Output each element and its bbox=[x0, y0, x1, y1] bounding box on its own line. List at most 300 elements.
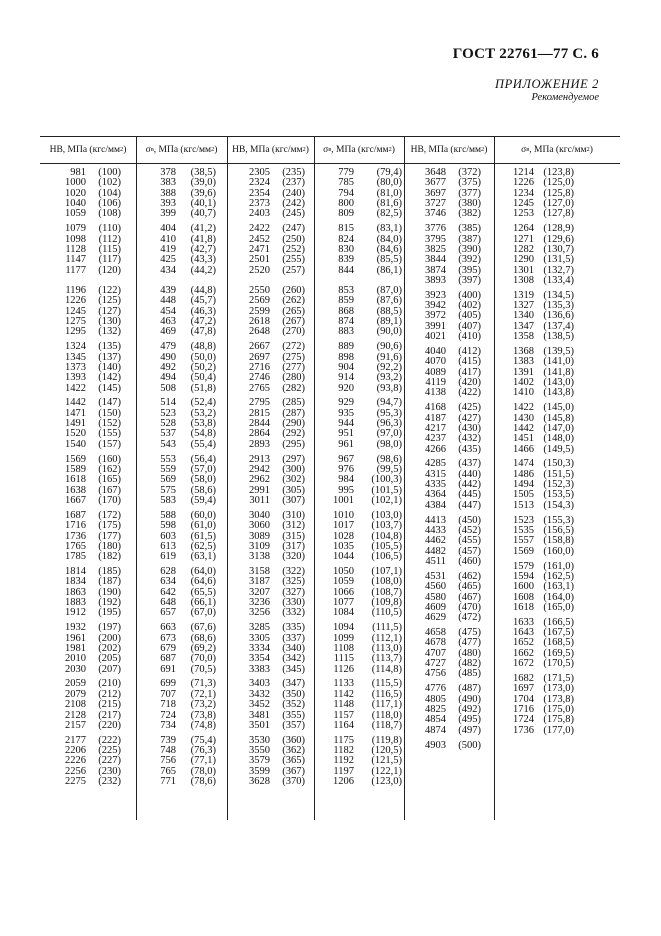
value-cell: 3109 bbox=[249, 540, 270, 552]
value-cell: 2569 bbox=[249, 295, 270, 307]
paren-value-cell: (84,0) bbox=[376, 233, 402, 245]
paren-value-cell: (417) bbox=[458, 366, 481, 378]
table-row bbox=[508, 388, 574, 398]
paren-value-cell: (477) bbox=[458, 637, 481, 649]
paren-value-cell: (112) bbox=[98, 233, 121, 245]
value-cell: 598 bbox=[160, 520, 176, 532]
paren-value-cell: (297) bbox=[282, 453, 305, 465]
value-cell: 815 bbox=[338, 223, 354, 235]
table-row bbox=[244, 777, 305, 787]
paren-value-cell: (60,0) bbox=[190, 509, 216, 521]
table-row bbox=[326, 440, 402, 450]
paren-value-cell: (180) bbox=[98, 540, 121, 552]
header-sigma: σ в , МПа (кгс/мм 2 ) bbox=[323, 144, 395, 155]
table-row bbox=[156, 777, 216, 787]
value-cell: 1667 bbox=[65, 494, 86, 506]
paren-value-cell: (70,5) bbox=[190, 663, 216, 675]
value-cell: 648 bbox=[160, 597, 176, 609]
table-row bbox=[244, 373, 305, 383]
value-cell: 1245 bbox=[65, 305, 86, 317]
paren-value-cell: (87,0) bbox=[376, 284, 402, 296]
value-cell: 1264 bbox=[513, 223, 534, 235]
table-column bbox=[60, 168, 121, 787]
value-cell: 1410 bbox=[513, 387, 534, 399]
paren-value-cell: (190) bbox=[98, 586, 121, 598]
table-row bbox=[156, 665, 216, 675]
paren-value-cell: (145,8) bbox=[543, 412, 574, 424]
value-cell: 1402 bbox=[513, 377, 534, 389]
value-cell: 1697 bbox=[513, 683, 534, 695]
value-cell: 3452 bbox=[249, 699, 270, 711]
value-cell: 1513 bbox=[513, 499, 534, 511]
value-cell: 4433 bbox=[425, 525, 446, 536]
paren-value-cell: (172) bbox=[98, 509, 121, 521]
paren-value-cell: (102,1) bbox=[371, 494, 402, 506]
paren-value-cell: (365) bbox=[282, 755, 305, 767]
table-row bbox=[326, 521, 402, 531]
value-cell: 3727 bbox=[425, 198, 446, 210]
paren-value-cell: (275) bbox=[282, 351, 305, 363]
value-cell: 4629 bbox=[425, 612, 446, 624]
table-row bbox=[60, 209, 121, 219]
value-cell: 4285 bbox=[425, 458, 446, 470]
paren-value-cell: (121,5) bbox=[371, 755, 402, 767]
value-cell: 2746 bbox=[249, 372, 270, 384]
value-cell: 4511 bbox=[425, 556, 446, 568]
paren-value-cell: (160) bbox=[98, 453, 121, 465]
paren-value-cell: (81,6) bbox=[376, 198, 402, 210]
value-cell: 1736 bbox=[513, 724, 534, 736]
paren-value-cell: (75,4) bbox=[190, 734, 216, 746]
paren-value-cell: (147,0) bbox=[543, 422, 574, 434]
value-cell: 1157 bbox=[333, 709, 354, 721]
table-row bbox=[508, 547, 574, 557]
value-cell: 383 bbox=[160, 177, 176, 189]
paren-value-cell: (407) bbox=[458, 320, 481, 332]
value-cell: 410 bbox=[160, 233, 176, 245]
value-cell: 1164 bbox=[333, 719, 354, 731]
paren-value-cell: (305) bbox=[282, 484, 305, 496]
value-cell: 528 bbox=[160, 418, 176, 430]
table-row bbox=[326, 209, 402, 219]
value-cell: 4364 bbox=[425, 489, 446, 501]
paren-value-cell: (99,5) bbox=[376, 463, 402, 475]
value-cell: 1020 bbox=[65, 187, 86, 199]
paren-value-cell: (67,0) bbox=[190, 607, 216, 619]
value-cell: 479 bbox=[160, 341, 176, 353]
value-cell: 3599 bbox=[249, 765, 270, 777]
value-cell: 1474 bbox=[513, 458, 534, 470]
paren-value-cell: (205) bbox=[98, 653, 121, 665]
value-cell: 3236 bbox=[249, 597, 270, 609]
paren-value-cell: (320) bbox=[282, 551, 305, 563]
value-cell: 388 bbox=[160, 187, 176, 199]
table-row bbox=[156, 224, 216, 234]
value-cell: 1282 bbox=[513, 243, 534, 255]
paren-value-cell: (355) bbox=[282, 709, 305, 721]
value-cell: 4580 bbox=[425, 591, 446, 603]
paren-value-cell: (162,5) bbox=[543, 570, 574, 582]
paren-value-cell: (116,5) bbox=[371, 688, 402, 700]
value-cell: 1001 bbox=[333, 494, 354, 506]
table-row bbox=[420, 669, 481, 679]
value-cell: 3972 bbox=[425, 310, 446, 322]
value-cell: 1486 bbox=[513, 468, 534, 480]
value-cell: 4482 bbox=[425, 545, 446, 557]
paren-value-cell: (139,5) bbox=[543, 346, 574, 357]
paren-value-cell: (390) bbox=[458, 243, 481, 255]
value-cell: 2157 bbox=[65, 719, 86, 731]
paren-value-cell: (90,6) bbox=[376, 341, 402, 353]
table-row bbox=[508, 403, 574, 413]
value-cell: 4727 bbox=[425, 658, 446, 670]
value-cell: 4138 bbox=[425, 387, 446, 399]
value-cell: 1147 bbox=[65, 254, 86, 266]
value-cell: 1108 bbox=[333, 642, 354, 654]
paren-value-cell: (475) bbox=[458, 627, 481, 639]
table-row bbox=[60, 700, 121, 710]
paren-value-cell: (113,7) bbox=[371, 653, 402, 665]
table-row bbox=[244, 496, 305, 506]
value-cell: 1383 bbox=[513, 356, 534, 368]
value-cell: 1682 bbox=[513, 672, 534, 684]
value-cell: 3530 bbox=[249, 734, 270, 746]
value-cell: 1785 bbox=[65, 551, 86, 563]
value-cell: 756 bbox=[160, 755, 176, 767]
value-cell: 1422 bbox=[65, 382, 86, 394]
paren-value-cell: (170,5) bbox=[543, 658, 574, 670]
paren-value-cell: (212) bbox=[98, 688, 121, 700]
value-cell: 4217 bbox=[425, 422, 446, 434]
table-column bbox=[420, 168, 481, 751]
value-cell: 3628 bbox=[249, 776, 270, 788]
paren-value-cell: (265) bbox=[282, 305, 305, 317]
table-row bbox=[60, 266, 121, 276]
column-divider bbox=[314, 136, 315, 820]
value-cell: 1000 bbox=[65, 177, 86, 189]
value-cell: 1324 bbox=[65, 341, 86, 353]
paren-value-cell: (165) bbox=[98, 474, 121, 486]
value-cell: 1505 bbox=[513, 489, 534, 501]
value-cell: 1672 bbox=[513, 658, 534, 670]
value-cell: 4462 bbox=[425, 535, 446, 547]
value-cell: 1345 bbox=[65, 351, 86, 363]
paren-value-cell: (47,2) bbox=[190, 315, 216, 327]
paren-value-cell: (156,5) bbox=[543, 525, 574, 536]
paren-value-cell: (41,2) bbox=[190, 223, 216, 235]
paren-value-cell: (78,6) bbox=[190, 776, 216, 788]
paren-value-cell: (225) bbox=[98, 745, 121, 757]
paren-value-cell: (170) bbox=[98, 494, 121, 506]
paren-value-cell: (112,1) bbox=[371, 632, 402, 644]
table-header-rule bbox=[40, 163, 620, 164]
paren-value-cell: (68,6) bbox=[190, 632, 216, 644]
table-row bbox=[420, 209, 481, 219]
value-cell: 1704 bbox=[513, 693, 534, 705]
value-cell: 1589 bbox=[65, 463, 86, 475]
table-row bbox=[60, 777, 121, 787]
appendix-title: ПРИЛОЖЕНИЕ 2 bbox=[494, 77, 599, 91]
value-cell: 1569 bbox=[65, 453, 86, 465]
value-cell: 4040 bbox=[425, 346, 446, 357]
paren-value-cell: (157) bbox=[98, 438, 121, 450]
value-cell: 3874 bbox=[425, 264, 446, 276]
paren-value-cell: (105,5) bbox=[371, 540, 402, 552]
table-row bbox=[420, 741, 481, 751]
value-cell: 3825 bbox=[425, 243, 446, 255]
table-row bbox=[420, 224, 481, 234]
table-column bbox=[156, 168, 216, 787]
paren-value-cell: (130) bbox=[98, 315, 121, 327]
paren-value-cell: (125,8) bbox=[543, 187, 574, 199]
value-cell: 2275 bbox=[65, 776, 86, 788]
paren-value-cell: (192) bbox=[98, 597, 121, 609]
paren-value-cell: (427) bbox=[458, 412, 481, 424]
value-cell: 1540 bbox=[65, 438, 86, 450]
table-row bbox=[156, 496, 216, 506]
value-cell: 765 bbox=[160, 765, 176, 777]
paren-value-cell: (247) bbox=[282, 223, 305, 235]
paren-value-cell: (119,8) bbox=[371, 734, 402, 746]
paren-value-cell: (127,8) bbox=[543, 208, 574, 220]
table-row bbox=[326, 496, 402, 506]
table-row bbox=[60, 342, 121, 352]
table-row bbox=[156, 342, 216, 352]
value-cell: 951 bbox=[338, 428, 354, 440]
paren-value-cell: (104,8) bbox=[371, 530, 402, 542]
table-row bbox=[508, 603, 574, 613]
paren-value-cell: (350) bbox=[282, 688, 305, 700]
paren-value-cell: (87,6) bbox=[376, 295, 402, 307]
paren-value-cell: (141,0) bbox=[543, 356, 574, 368]
value-cell: 1044 bbox=[333, 551, 354, 563]
value-cell: 492 bbox=[160, 361, 176, 373]
paren-value-cell: (227) bbox=[98, 755, 121, 767]
value-cell: 1059 bbox=[65, 208, 86, 220]
paren-value-cell: (440) bbox=[458, 468, 481, 480]
table-row bbox=[326, 266, 402, 276]
paren-value-cell: (173,0) bbox=[543, 683, 574, 695]
paren-value-cell: (122,1) bbox=[371, 765, 402, 777]
table-row bbox=[156, 700, 216, 710]
paren-value-cell: (108) bbox=[98, 208, 121, 220]
value-cell: 575 bbox=[160, 484, 176, 496]
value-cell: 687 bbox=[160, 653, 176, 665]
value-cell: 1079 bbox=[65, 223, 86, 235]
value-cell: 569 bbox=[160, 474, 176, 486]
value-cell: 4560 bbox=[425, 581, 446, 593]
table-row bbox=[156, 440, 216, 450]
table-row bbox=[156, 552, 216, 562]
table-row bbox=[326, 700, 402, 710]
value-cell: 1197 bbox=[333, 765, 354, 777]
value-cell: 588 bbox=[160, 509, 176, 521]
paren-value-cell: (177) bbox=[98, 530, 121, 542]
paren-value-cell: (175,8) bbox=[543, 714, 574, 726]
paren-value-cell: (168,5) bbox=[543, 637, 574, 649]
table-row bbox=[326, 384, 402, 394]
paren-value-cell: (103,7) bbox=[371, 520, 402, 532]
table-row bbox=[156, 209, 216, 219]
paren-value-cell: (73,2) bbox=[190, 699, 216, 711]
value-cell: 981 bbox=[70, 167, 86, 178]
paren-value-cell: (255) bbox=[282, 254, 305, 266]
paren-value-cell: (76,3) bbox=[190, 745, 216, 757]
value-cell: 4237 bbox=[425, 433, 446, 445]
paren-value-cell: (230) bbox=[98, 765, 121, 777]
value-cell: 1295 bbox=[65, 326, 86, 338]
paren-value-cell: (177,0) bbox=[543, 724, 574, 736]
paren-value-cell: (500) bbox=[458, 739, 481, 751]
table-row bbox=[420, 403, 481, 413]
paren-value-cell: (94,7) bbox=[376, 397, 402, 409]
paren-value-cell: (322) bbox=[282, 566, 305, 578]
table-row bbox=[326, 342, 402, 352]
value-cell: 1059 bbox=[333, 576, 354, 588]
paren-value-cell: (93,8) bbox=[376, 382, 402, 394]
paren-value-cell: (57,0) bbox=[190, 463, 216, 475]
paren-value-cell: (123,8) bbox=[543, 167, 574, 178]
paren-value-cell: (83,1) bbox=[376, 223, 402, 235]
value-cell: 1569 bbox=[513, 545, 534, 557]
paren-value-cell: (175) bbox=[98, 520, 121, 532]
value-cell: 2452 bbox=[249, 233, 270, 245]
value-cell: 1017 bbox=[333, 520, 354, 532]
value-cell: 3187 bbox=[249, 576, 270, 588]
value-cell: 904 bbox=[338, 361, 354, 373]
paren-value-cell: (210) bbox=[98, 678, 121, 690]
paren-value-cell: (64,6) bbox=[190, 576, 216, 588]
table-row bbox=[508, 582, 574, 592]
table-row bbox=[244, 608, 305, 618]
value-cell: 4707 bbox=[425, 647, 446, 659]
paren-value-cell: (332) bbox=[282, 607, 305, 619]
value-cell: 1192 bbox=[333, 755, 354, 767]
table-row bbox=[326, 224, 402, 234]
paren-value-cell: (162) bbox=[98, 463, 121, 475]
paren-value-cell: (295) bbox=[282, 438, 305, 450]
paren-value-cell: (141,8) bbox=[543, 366, 574, 378]
value-cell: 4187 bbox=[425, 412, 446, 424]
paren-value-cell: (415) bbox=[458, 356, 481, 368]
value-cell: 1523 bbox=[513, 514, 534, 526]
paren-value-cell: (51,8) bbox=[190, 382, 216, 394]
table-row bbox=[60, 327, 121, 337]
table-row bbox=[60, 521, 121, 531]
table-row bbox=[326, 721, 402, 731]
value-cell: 1491 bbox=[65, 418, 86, 430]
value-cell: 2550 bbox=[249, 284, 270, 296]
value-cell: 2010 bbox=[65, 653, 86, 665]
paren-value-cell: (61,0) bbox=[190, 520, 216, 532]
paren-value-cell: (122) bbox=[98, 284, 121, 296]
paren-value-cell: (39,0) bbox=[190, 177, 216, 189]
table-row bbox=[244, 721, 305, 731]
paren-value-cell: (445) bbox=[458, 489, 481, 501]
paren-value-cell: (78,0) bbox=[190, 765, 216, 777]
table-row bbox=[508, 209, 574, 219]
value-cell: 1040 bbox=[65, 198, 86, 210]
paren-value-cell: (118,0) bbox=[371, 709, 402, 721]
paren-value-cell: (100) bbox=[98, 167, 121, 178]
value-cell: 1206 bbox=[333, 776, 354, 788]
value-cell: 1271 bbox=[513, 233, 534, 245]
paren-value-cell: (97,0) bbox=[376, 428, 402, 440]
header-hb: НВ, МПа (кгс/мм 2 ) bbox=[49, 144, 127, 155]
paren-value-cell: (457) bbox=[458, 545, 481, 557]
value-cell: 1226 bbox=[513, 177, 534, 189]
table-row bbox=[244, 224, 305, 234]
paren-value-cell: (143,8) bbox=[543, 387, 574, 399]
paren-value-cell: (302) bbox=[282, 474, 305, 486]
value-cell: 3138 bbox=[249, 551, 270, 563]
paren-value-cell: (100,3) bbox=[371, 474, 402, 486]
paren-value-cell: (447) bbox=[458, 499, 481, 511]
value-cell: 4776 bbox=[425, 683, 446, 695]
value-cell: 1099 bbox=[333, 632, 354, 644]
paren-value-cell: (405) bbox=[458, 310, 481, 322]
value-cell: 3776 bbox=[425, 223, 446, 235]
value-cell: 3893 bbox=[425, 274, 446, 286]
value-cell: 4678 bbox=[425, 637, 446, 649]
paren-value-cell: (114,8) bbox=[371, 663, 402, 675]
value-cell: 2422 bbox=[249, 223, 270, 235]
value-cell: 1451 bbox=[513, 433, 534, 445]
value-cell: 642 bbox=[160, 586, 176, 598]
paren-value-cell: (161,0) bbox=[543, 560, 574, 572]
paren-value-cell: (485) bbox=[458, 668, 481, 680]
paren-value-cell: (460) bbox=[458, 556, 481, 568]
value-cell: 1716 bbox=[65, 520, 86, 532]
paren-value-cell: (152,3) bbox=[543, 479, 574, 491]
column-divider bbox=[404, 136, 405, 820]
paren-value-cell: (335) bbox=[282, 622, 305, 634]
value-cell: 1175 bbox=[333, 734, 354, 746]
value-cell: 779 bbox=[338, 167, 354, 178]
table-row bbox=[244, 327, 305, 337]
paren-value-cell: (42,7) bbox=[190, 243, 216, 255]
table-row bbox=[156, 521, 216, 531]
paren-value-cell: (207) bbox=[98, 663, 121, 675]
paren-value-cell: (148,0) bbox=[543, 433, 574, 445]
paren-value-cell: (237) bbox=[282, 177, 305, 189]
paren-value-cell: (165,0) bbox=[543, 601, 574, 613]
paren-value-cell: (53,2) bbox=[190, 407, 216, 419]
paren-value-cell: (50,0) bbox=[190, 351, 216, 363]
table-row bbox=[326, 608, 402, 618]
value-cell: 434 bbox=[160, 264, 176, 276]
value-cell: 3354 bbox=[249, 653, 270, 665]
value-cell: 613 bbox=[160, 540, 176, 552]
table-row bbox=[60, 440, 121, 450]
value-cell: 4874 bbox=[425, 724, 446, 736]
table-row bbox=[156, 608, 216, 618]
paren-value-cell: (412) bbox=[458, 346, 481, 357]
table-row bbox=[420, 445, 481, 455]
paren-value-cell: (63,1) bbox=[190, 551, 216, 563]
paren-value-cell: (197) bbox=[98, 622, 121, 634]
appendix-label bbox=[495, 78, 599, 104]
value-cell: 3648 bbox=[425, 167, 446, 178]
value-cell: 1275 bbox=[65, 315, 86, 327]
value-cell: 1716 bbox=[513, 704, 534, 715]
paren-value-cell: (372) bbox=[458, 167, 481, 178]
value-cell: 944 bbox=[338, 418, 354, 430]
paren-value-cell: (480) bbox=[458, 647, 481, 659]
paren-value-cell: (155,3) bbox=[543, 514, 574, 526]
value-cell: 961 bbox=[338, 438, 354, 450]
table-row bbox=[508, 659, 574, 669]
